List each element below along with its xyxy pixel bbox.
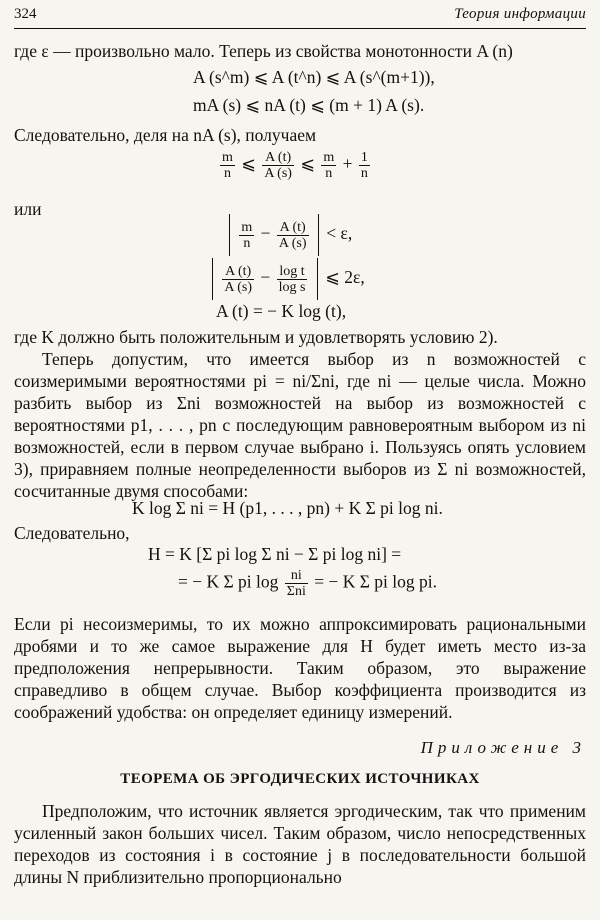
fraction: $\frac{A (t)}{A (s)}$ [224,263,252,295]
paragraph-2: Следовательно, деля на nA (s), получаем [14,125,317,145]
fraction: $\frac{m}{n}$ [241,219,253,251]
fraction: $\frac{\text{log t}}{\text{log s}}$ [278,263,306,295]
paragraph-6: Следовательно, [14,523,130,543]
running-header [14,6,586,28]
equation-6: A (t) = − K log (t), [216,301,347,321]
paragraph-8: Предположим, что источник является эргодическим, так что применим усиленный закон больших чисел. Таким образом, число непосредственных переходов из состояния i в состояние j в последовательности большой длины N приблизительно пропорционально [14,801,586,887]
fraction: $\frac{m}{n}$ [323,150,335,181]
fraction: $\frac{m}{n}$ [222,150,233,181]
paragraph-3: или [14,199,42,219]
running-title: Теория информации [454,6,586,22]
section-title: ТЕОРЕМА ОБ ЭРГОДИЧЕСКИХ ИСТОЧНИКАХ [120,771,480,787]
equation-8: H = K [Σ pi log Σ ni − Σ pi log ni] = [148,544,402,564]
fraction: $\frac{A (t)}{A (s)}$ [264,150,292,181]
fraction: $\frac{A (t)}{A (s)}$ [278,219,307,251]
fraction: $\frac{ni}{\text{Σni}}$ [286,568,306,599]
paragraph-7: Если pi несоизмеримы, то их можно аппроксимировать рациональными дробями и то же самое выражение для H будет иметь место из-за предположения непрерывности. Таким образом, это выражение справедливо в общем случае. Выбор коэффициента производится из соображений удобства: он определяет единицу измерений. [14,614,586,722]
paragraph-5: Теперь допустим, что имеется выбор из n возможностей с соизмеримыми вероятностями pi = ni/Σni, где ni — целые числа. Можно разбить выбор из Σni возможностей на выбор из возможностей с вероятностями p1, . . . , pn с последующим равновероятным выбором из ni возможностей, если в первом случае выбрано i. Пользуясь опять условием 3), приравняем полные неопределенности выборов из Σ ni возможностей, сосчитанные двумя способами: [14,349,586,501]
equation-2: mA (s) ⩽ nA (t) ⩽ (m + 1) A (s). [193,95,425,115]
equation-3: $\frac{m}{n}$ ⩽ $\frac{A (t)}{A (s)}$ ⩽ $\frac{m}{n}$ + $\frac{1}{n}$ [222,150,368,181]
appendix-label: Приложение 3 [420,738,586,757]
paragraph-4: где K должно быть положительным и удовлетворять условию 2). [14,327,498,347]
equation-7: K log Σ ni = H (p1, . . . , pn) + K Σ pi log ni. [132,498,443,518]
page-number: 324 [14,6,37,22]
equation-9: = − K Σ pi log $\frac{ni}{\text{Σni}}$ = − K Σ pi log pi. [178,568,437,599]
paragraph-1: где ε — произвольно мало. Теперь из свойства монотонности A (n) [14,41,513,61]
equation-1: A (s^m) ⩽ A (t^n) ⩽ A (s^(m+1)), [193,67,435,87]
equation-5: $\frac{A (t)}{A (s)}$ − $\frac{\text{log t}}{\text{log s}}$ ⩽ 2ε, [209,258,365,300]
fraction: $\frac{1}{n}$ [360,150,368,181]
header-rule [14,28,586,29]
equation-4: $\frac{m}{n}$ − $\frac{A (t)}{A (s)}$ < ε, [226,214,352,256]
